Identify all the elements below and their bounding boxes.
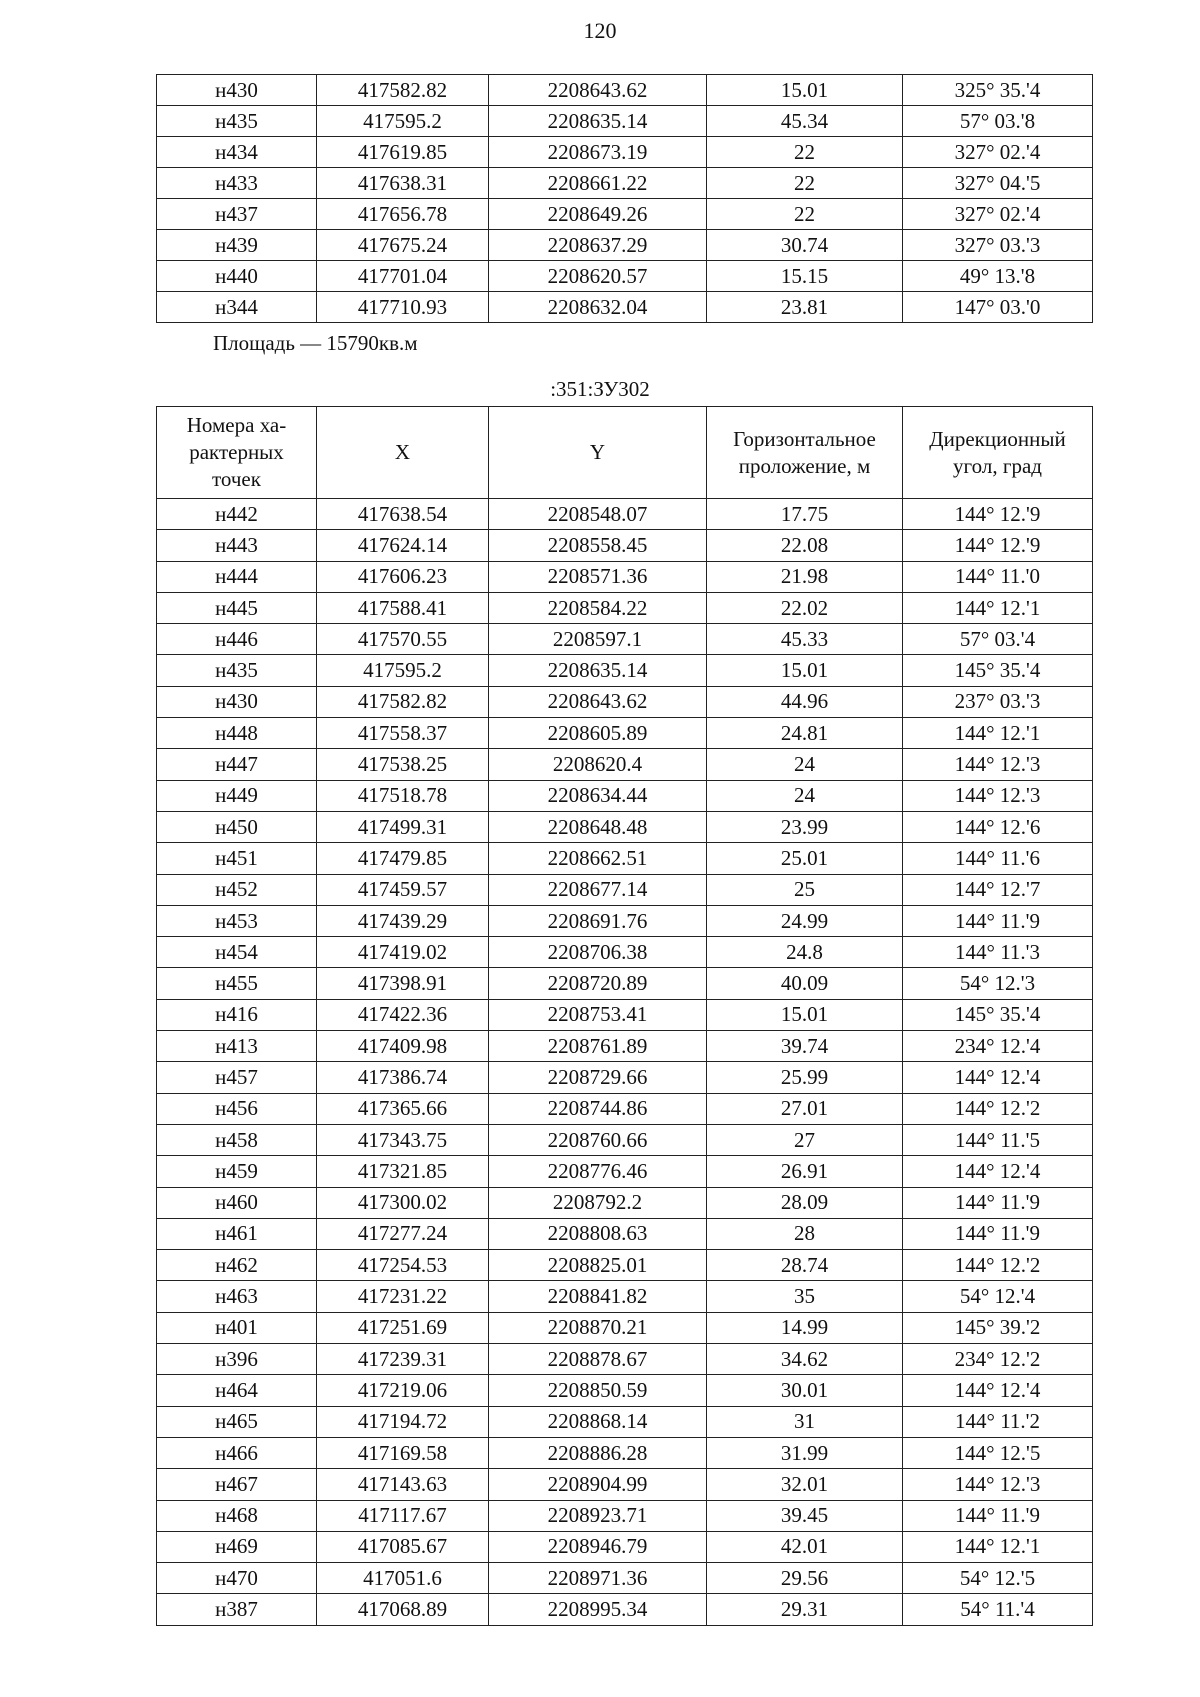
cell-x: 417499.31 (317, 811, 489, 842)
cell-y: 2208753.41 (489, 999, 707, 1030)
cell-x: 417051.6 (317, 1563, 489, 1594)
cell-x: 417409.98 (317, 1031, 489, 1062)
cell-distance: 26.91 (707, 1156, 903, 1187)
cell-y: 2208643.62 (489, 75, 707, 106)
table-row (157, 292, 1093, 323)
cell-y: 2208720.89 (489, 968, 707, 999)
cell-bearing: 144° 11.'9 (903, 1218, 1093, 1249)
cell-y: 2208761.89 (489, 1031, 707, 1062)
table-row (157, 261, 1093, 292)
cell-y: 2208744.86 (489, 1093, 707, 1124)
cell-y: 2208571.36 (489, 561, 707, 592)
cell-x: 417398.91 (317, 968, 489, 999)
cell-y: 2208632.04 (489, 292, 707, 323)
table-row (157, 968, 1093, 999)
cell-distance: 28.74 (707, 1250, 903, 1281)
cell-bearing: 144° 12.'1 (903, 718, 1093, 749)
cell-point-number: н457 (157, 1062, 317, 1093)
cell-y: 2208971.36 (489, 1563, 707, 1594)
table-row (157, 1531, 1093, 1562)
cell-x: 417343.75 (317, 1124, 489, 1155)
cell-x: 417595.2 (317, 106, 489, 137)
cell-point-number: н458 (157, 1124, 317, 1155)
cell-point-number: н448 (157, 718, 317, 749)
table-row (157, 530, 1093, 561)
cell-bearing: 144° 12.'3 (903, 1469, 1093, 1500)
cell-x: 417439.29 (317, 905, 489, 936)
cell-point-number: н401 (157, 1312, 317, 1343)
cell-bearing: 145° 35.'4 (903, 999, 1093, 1030)
cell-distance: 27.01 (707, 1093, 903, 1124)
cell-x: 417582.82 (317, 686, 489, 717)
cell-x: 417194.72 (317, 1406, 489, 1437)
cell-x: 417219.06 (317, 1375, 489, 1406)
cell-distance: 15.01 (707, 655, 903, 686)
cell-point-number: н464 (157, 1375, 317, 1406)
cell-x: 417588.41 (317, 592, 489, 623)
cell-distance: 34.62 (707, 1344, 903, 1375)
table-row (157, 1469, 1093, 1500)
table-row (157, 199, 1093, 230)
cell-distance: 25 (707, 874, 903, 905)
cell-bearing: 144° 12.'6 (903, 811, 1093, 842)
cell-bearing: 144° 12.'2 (903, 1250, 1093, 1281)
cell-distance: 28 (707, 1218, 903, 1249)
cell-distance: 22 (707, 199, 903, 230)
table-row (157, 811, 1093, 842)
cell-point-number: н462 (157, 1250, 317, 1281)
table-row (157, 1187, 1093, 1218)
table-row (157, 624, 1093, 655)
cell-x: 417321.85 (317, 1156, 489, 1187)
cell-distance: 35 (707, 1281, 903, 1312)
cell-y: 2208558.45 (489, 530, 707, 561)
coordinates-table-body (157, 499, 1093, 1626)
table-row (157, 780, 1093, 811)
cell-y: 2208841.82 (489, 1281, 707, 1312)
cell-y: 2208760.66 (489, 1124, 707, 1155)
cell-point-number: н456 (157, 1093, 317, 1124)
cell-distance: 24 (707, 780, 903, 811)
cell-x: 417117.67 (317, 1500, 489, 1531)
cell-point-number: н460 (157, 1187, 317, 1218)
table-row (157, 1375, 1093, 1406)
cell-bearing: 145° 39.'2 (903, 1312, 1093, 1343)
cell-bearing: 54° 11.'4 (903, 1594, 1093, 1625)
table-row (157, 999, 1093, 1030)
section-title: :351:ЗУ302 (550, 377, 650, 401)
cell-bearing: 147° 03.'0 (903, 292, 1093, 323)
cell-x: 417606.23 (317, 561, 489, 592)
table-row (157, 1594, 1093, 1625)
cell-distance: 22.02 (707, 592, 903, 623)
cell-x: 417582.82 (317, 75, 489, 106)
table-row (157, 1093, 1093, 1124)
table-row (157, 1312, 1093, 1343)
cell-point-number: н463 (157, 1281, 317, 1312)
coordinates-table (156, 406, 1093, 1626)
cell-distance: 30.01 (707, 1375, 903, 1406)
table-row (157, 1124, 1093, 1155)
table-row (157, 1563, 1093, 1594)
cell-distance: 31.99 (707, 1437, 903, 1468)
coordinates-table-continued (156, 74, 1093, 323)
cell-distance: 22.08 (707, 530, 903, 561)
cell-point-number: н396 (157, 1344, 317, 1375)
cell-distance: 24.99 (707, 905, 903, 936)
cell-y: 2208825.01 (489, 1250, 707, 1281)
cell-point-number: н449 (157, 780, 317, 811)
cell-distance: 29.56 (707, 1563, 903, 1594)
cell-bearing: 325° 35.'4 (903, 75, 1093, 106)
table-row (157, 592, 1093, 623)
cell-x: 417595.2 (317, 655, 489, 686)
cell-bearing: 144° 11.'5 (903, 1124, 1093, 1155)
cell-bearing: 237° 03.'3 (903, 686, 1093, 717)
cell-y: 2208662.51 (489, 843, 707, 874)
cell-x: 417538.25 (317, 749, 489, 780)
cell-bearing: 54° 12.'4 (903, 1281, 1093, 1312)
cell-distance: 27 (707, 1124, 903, 1155)
table-row (157, 686, 1093, 717)
cell-bearing: 144° 12.'4 (903, 1156, 1093, 1187)
table-row (157, 499, 1093, 530)
cell-distance: 15.01 (707, 75, 903, 106)
cell-distance: 24.8 (707, 937, 903, 968)
cell-distance: 45.33 (707, 624, 903, 655)
table-row (157, 1406, 1093, 1437)
cell-bearing: 145° 35.'4 (903, 655, 1093, 686)
cell-x: 417231.22 (317, 1281, 489, 1312)
cell-x: 417710.93 (317, 292, 489, 323)
cell-bearing: 327° 02.'4 (903, 137, 1093, 168)
cell-point-number: н444 (157, 561, 317, 592)
cell-bearing: 49° 13.'8 (903, 261, 1093, 292)
cell-x: 417701.04 (317, 261, 489, 292)
cell-distance: 39.45 (707, 1500, 903, 1531)
cell-y: 2208946.79 (489, 1531, 707, 1562)
table-row (157, 168, 1093, 199)
cell-x: 417638.54 (317, 499, 489, 530)
table-row (157, 874, 1093, 905)
cell-distance: 14.99 (707, 1312, 903, 1343)
cell-distance: 28.09 (707, 1187, 903, 1218)
header-x: X (317, 407, 489, 499)
table-row (157, 905, 1093, 936)
cell-distance: 24 (707, 749, 903, 780)
cell-point-number: н439 (157, 230, 317, 261)
cell-x: 417479.85 (317, 843, 489, 874)
cell-y: 2208637.29 (489, 230, 707, 261)
table-row (157, 1031, 1093, 1062)
cell-distance: 23.99 (707, 811, 903, 842)
header-point-number: Номера ха- рактерных точек (157, 407, 317, 499)
cell-bearing: 327° 03.'3 (903, 230, 1093, 261)
cell-x: 417277.24 (317, 1218, 489, 1249)
cell-y: 2208649.26 (489, 199, 707, 230)
cell-bearing: 144° 12.'4 (903, 1375, 1093, 1406)
cell-y: 2208923.71 (489, 1500, 707, 1531)
cell-y: 2208706.38 (489, 937, 707, 968)
cell-bearing: 144° 12.'9 (903, 499, 1093, 530)
cell-y: 2208548.07 (489, 499, 707, 530)
cell-bearing: 144° 12.'2 (903, 1093, 1093, 1124)
cell-point-number: н452 (157, 874, 317, 905)
cell-x: 417518.78 (317, 780, 489, 811)
cell-bearing: 144° 12.'3 (903, 780, 1093, 811)
cell-point-number: н445 (157, 592, 317, 623)
cell-point-number: н387 (157, 1594, 317, 1625)
area-note: Площадь — 15790кв.м (213, 331, 418, 355)
cell-x: 417365.66 (317, 1093, 489, 1124)
cell-point-number: н455 (157, 968, 317, 999)
cell-y: 2208677.14 (489, 874, 707, 905)
table-row (157, 718, 1093, 749)
cell-distance: 31 (707, 1406, 903, 1437)
cell-point-number: н453 (157, 905, 317, 936)
cell-y: 2208673.19 (489, 137, 707, 168)
table-row (157, 1156, 1093, 1187)
cell-bearing: 144° 11.'9 (903, 1187, 1093, 1218)
cell-distance: 22 (707, 137, 903, 168)
cell-point-number: н461 (157, 1218, 317, 1249)
cell-distance: 15.15 (707, 261, 903, 292)
cell-bearing: 144° 11.'2 (903, 1406, 1093, 1437)
header-bearing-angle: Дирекционный угол, град (903, 407, 1093, 499)
cell-x: 417251.69 (317, 1312, 489, 1343)
cell-bearing: 327° 04.'5 (903, 168, 1093, 199)
cell-x: 417143.63 (317, 1469, 489, 1500)
cell-x: 417068.89 (317, 1594, 489, 1625)
cell-y: 2208868.14 (489, 1406, 707, 1437)
cell-x: 417624.14 (317, 530, 489, 561)
cell-x: 417619.85 (317, 137, 489, 168)
table-row (157, 561, 1093, 592)
cell-point-number: н468 (157, 1500, 317, 1531)
coordinates-table-header (157, 407, 1093, 499)
cell-x: 417570.55 (317, 624, 489, 655)
page-number: 120 (583, 18, 617, 43)
coordinates-table-continued-body (157, 75, 1093, 323)
cell-point-number: н442 (157, 499, 317, 530)
cell-y: 2208605.89 (489, 718, 707, 749)
cell-y: 2208776.46 (489, 1156, 707, 1187)
cell-bearing: 54° 12.'5 (903, 1563, 1093, 1594)
cell-point-number: н434 (157, 137, 317, 168)
cell-distance: 30.74 (707, 230, 903, 261)
cell-x: 417459.57 (317, 874, 489, 905)
cell-bearing: 57° 03.'8 (903, 106, 1093, 137)
cell-y: 2208661.22 (489, 168, 707, 199)
cell-x: 417169.58 (317, 1437, 489, 1468)
cell-y: 2208808.63 (489, 1218, 707, 1249)
cell-point-number: н451 (157, 843, 317, 874)
cell-point-number: н344 (157, 292, 317, 323)
cell-x: 417085.67 (317, 1531, 489, 1562)
cell-distance: 15.01 (707, 999, 903, 1030)
cell-x: 417419.02 (317, 937, 489, 968)
cell-point-number: н413 (157, 1031, 317, 1062)
cell-bearing: 54° 12.'3 (903, 968, 1093, 999)
cell-distance: 17.75 (707, 499, 903, 530)
cell-point-number: н469 (157, 1531, 317, 1562)
cell-y: 2208597.1 (489, 624, 707, 655)
table-row (157, 749, 1093, 780)
cell-distance: 44.96 (707, 686, 903, 717)
cell-y: 2208635.14 (489, 655, 707, 686)
cell-y: 2208691.76 (489, 905, 707, 936)
cell-x: 417239.31 (317, 1344, 489, 1375)
cell-bearing: 144° 12.'9 (903, 530, 1093, 561)
cell-bearing: 57° 03.'4 (903, 624, 1093, 655)
table-row (157, 1344, 1093, 1375)
table-row (157, 1062, 1093, 1093)
cell-bearing: 144° 12.'7 (903, 874, 1093, 905)
table-row (157, 843, 1093, 874)
cell-distance: 22 (707, 168, 903, 199)
cell-bearing: 144° 12.'5 (903, 1437, 1093, 1468)
table-row (157, 137, 1093, 168)
cell-point-number: н459 (157, 1156, 317, 1187)
table-row (157, 1250, 1093, 1281)
table-row (157, 1218, 1093, 1249)
cell-y: 2208792.2 (489, 1187, 707, 1218)
cell-y: 2208886.28 (489, 1437, 707, 1468)
cell-x: 417254.53 (317, 1250, 489, 1281)
cell-distance: 25.01 (707, 843, 903, 874)
table-row (157, 1437, 1093, 1468)
cell-bearing: 234° 12.'2 (903, 1344, 1093, 1375)
cell-x: 417558.37 (317, 718, 489, 749)
header-y: Y (489, 407, 707, 499)
table-row (157, 1500, 1093, 1531)
cell-bearing: 144° 11.'9 (903, 1500, 1093, 1531)
cell-bearing: 144° 12.'1 (903, 1531, 1093, 1562)
cell-point-number: н467 (157, 1469, 317, 1500)
cell-bearing: 144° 11.'6 (903, 843, 1093, 874)
header-horizontal-distance: Горизонтальное проложение, м (707, 407, 903, 499)
cell-y: 2208995.34 (489, 1594, 707, 1625)
table-row (157, 655, 1093, 686)
cell-y: 2208870.21 (489, 1312, 707, 1343)
cell-x: 417300.02 (317, 1187, 489, 1218)
cell-point-number: н433 (157, 168, 317, 199)
cell-point-number: н447 (157, 749, 317, 780)
table-row (157, 75, 1093, 106)
cell-point-number: н440 (157, 261, 317, 292)
cell-point-number: н430 (157, 75, 317, 106)
cell-point-number: н435 (157, 655, 317, 686)
cell-y: 2208729.66 (489, 1062, 707, 1093)
cell-distance: 42.01 (707, 1531, 903, 1562)
cell-distance: 39.74 (707, 1031, 903, 1062)
cell-y: 2208648.48 (489, 811, 707, 842)
cell-x: 417675.24 (317, 230, 489, 261)
cell-bearing: 144° 12.'4 (903, 1062, 1093, 1093)
cell-distance: 40.09 (707, 968, 903, 999)
cell-y: 2208850.59 (489, 1375, 707, 1406)
cell-y: 2208620.4 (489, 749, 707, 780)
cell-point-number: н437 (157, 199, 317, 230)
cell-y: 2208643.62 (489, 686, 707, 717)
cell-x: 417386.74 (317, 1062, 489, 1093)
cell-bearing: 144° 12.'1 (903, 592, 1093, 623)
cell-point-number: н454 (157, 937, 317, 968)
cell-distance: 29.31 (707, 1594, 903, 1625)
cell-bearing: 144° 11.'0 (903, 561, 1093, 592)
cell-bearing: 144° 12.'3 (903, 749, 1093, 780)
table-row (157, 230, 1093, 261)
header-row (157, 407, 1093, 499)
table-row (157, 106, 1093, 137)
cell-bearing: 144° 11.'9 (903, 905, 1093, 936)
cell-y: 2208620.57 (489, 261, 707, 292)
cell-distance: 45.34 (707, 106, 903, 137)
cell-distance: 24.81 (707, 718, 903, 749)
cell-distance: 21.98 (707, 561, 903, 592)
cell-y: 2208878.67 (489, 1344, 707, 1375)
cell-y: 2208904.99 (489, 1469, 707, 1500)
cell-x: 417638.31 (317, 168, 489, 199)
cell-y: 2208584.22 (489, 592, 707, 623)
cell-bearing: 234° 12.'4 (903, 1031, 1093, 1062)
cell-bearing: 327° 02.'4 (903, 199, 1093, 230)
cell-x: 417422.36 (317, 999, 489, 1030)
cell-y: 2208635.14 (489, 106, 707, 137)
cell-bearing: 144° 11.'3 (903, 937, 1093, 968)
cell-point-number: н470 (157, 1563, 317, 1594)
cell-point-number: н446 (157, 624, 317, 655)
cell-point-number: н450 (157, 811, 317, 842)
cell-point-number: н430 (157, 686, 317, 717)
cell-point-number: н416 (157, 999, 317, 1030)
table-row (157, 1281, 1093, 1312)
cell-point-number: н435 (157, 106, 317, 137)
cell-distance: 32.01 (707, 1469, 903, 1500)
cell-point-number: н443 (157, 530, 317, 561)
cell-distance: 23.81 (707, 292, 903, 323)
table-row (157, 937, 1093, 968)
cell-distance: 25.99 (707, 1062, 903, 1093)
cell-y: 2208634.44 (489, 780, 707, 811)
cell-x: 417656.78 (317, 199, 489, 230)
cell-point-number: н465 (157, 1406, 317, 1437)
cell-point-number: н466 (157, 1437, 317, 1468)
